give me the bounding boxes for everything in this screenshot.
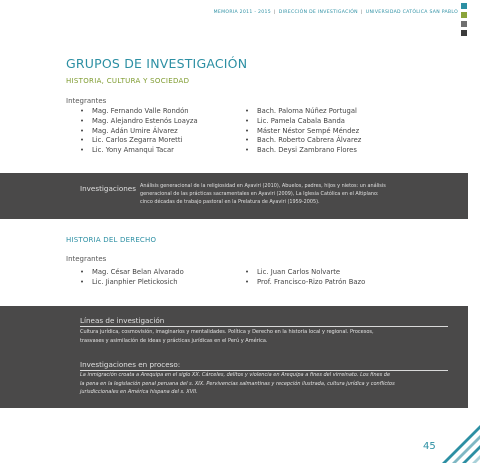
divider xyxy=(80,326,448,327)
members-list-right xyxy=(245,268,365,288)
process-heading: Investigaciones en proceso: xyxy=(80,360,181,369)
process-text-line: jurisdiccionales en América hispana del s. XVII. xyxy=(80,389,198,396)
list-item: • Prof. Francisco-Rizo Patrón Bazo xyxy=(245,278,365,288)
page-title: GRUPOS DE INVESTIGACIÓN xyxy=(66,56,248,71)
list-item: • Bach. Paloma Núñez Portugal xyxy=(245,107,361,117)
group-subtitle: HISTORIA, CULTURA Y SOCIEDAD xyxy=(66,77,190,85)
research-band xyxy=(0,173,468,219)
members-list-left xyxy=(80,107,198,156)
members-list-right xyxy=(245,107,361,156)
list-item: • Lic. Jianphier Pletickosich xyxy=(80,278,184,288)
list-item: • Lic. Carlos Zegarra Moretti xyxy=(80,136,198,146)
research-line: generacional de las prácticas sacramentales en Ayaviri (2009), La Iglesia Católica en el Altiplano: xyxy=(140,190,379,197)
corner-decoration-icon xyxy=(440,423,480,463)
green-square xyxy=(461,12,467,18)
list-item: • Mag. Alejandro Estenós Loayza xyxy=(80,117,198,127)
header-department: DIRECCIÓN DE INVESTIGACIÓN xyxy=(278,10,358,15)
page-header xyxy=(214,10,458,15)
process-text-line: La inmigración croata a Arequipa en el siglo XX. Cárceles, delitos y violencia en Arequipa a fines del virreinato. Los fines de xyxy=(80,372,391,378)
lines-text-line: trasvases y asimilación de ideas y prácticas jurídicas en el Perú y América. xyxy=(80,337,268,344)
research-lines-band xyxy=(0,306,468,408)
research-line: cinco décadas de trabajo pastoral en la Prelatura de Ayaviri (1959-2005). xyxy=(140,198,320,205)
header-separator: | xyxy=(360,10,363,15)
list-item: • Bach. Roberto Cabrera Álvarez xyxy=(245,136,361,146)
research-label: Investigaciones xyxy=(80,184,136,193)
list-item: • Lic. Pamela Cabala Banda xyxy=(245,117,361,127)
members-label: Integrantes xyxy=(66,255,107,263)
list-item: • Lic. Yony Amanqui Tacar xyxy=(80,146,198,156)
lines-text xyxy=(80,328,440,345)
list-item: • Mag. Fernando Valle Rondón xyxy=(80,107,198,117)
process-text xyxy=(80,371,440,397)
lines-heading: Líneas de investigación xyxy=(80,316,165,325)
dark-square xyxy=(461,30,467,36)
section-title: HISTORIA DEL DERECHO xyxy=(66,236,157,244)
research-text xyxy=(140,183,460,207)
members-label: Integrantes xyxy=(66,97,107,105)
header-university: UNIVERSIDAD CATÓLICA SAN PABLO xyxy=(365,10,458,15)
teal-square xyxy=(461,3,467,9)
gray-square xyxy=(461,21,467,27)
list-item: • Bach. Deysi Zambrano Flores xyxy=(245,146,361,156)
list-item: • Mag. César Belan Alvarado xyxy=(80,268,184,278)
list-item: • Lic. Juan Carlos Nolvarte xyxy=(245,268,365,278)
header-report-title: MEMORIA 2011 - 2015 xyxy=(213,10,271,15)
list-item: • Mag. Adán Umire Álvarez xyxy=(80,127,198,137)
research-line: Análisis generacional de la religiosidad en Ayaviri (2010), Abuelos, padres, hijos y nietos: un análisis xyxy=(140,183,386,189)
process-text-line: la pena en la legislación penal peruana del s. XIX. Pervivencias salmantinas y recepción ilustrada, cultura jurídica y conflictos xyxy=(80,380,395,387)
header-separator: | xyxy=(273,10,276,15)
members-list-left xyxy=(80,268,184,288)
list-item: • Máster Néstor Sempé Méndez xyxy=(245,127,361,137)
page-number: 45 xyxy=(423,441,436,452)
lines-text-line: Cultura jurídica, cosmovisión, imaginarios y mentalidades. Política y Derecho en la historia local y regional. Procesos, xyxy=(80,329,374,335)
decorative-squares xyxy=(461,3,468,39)
